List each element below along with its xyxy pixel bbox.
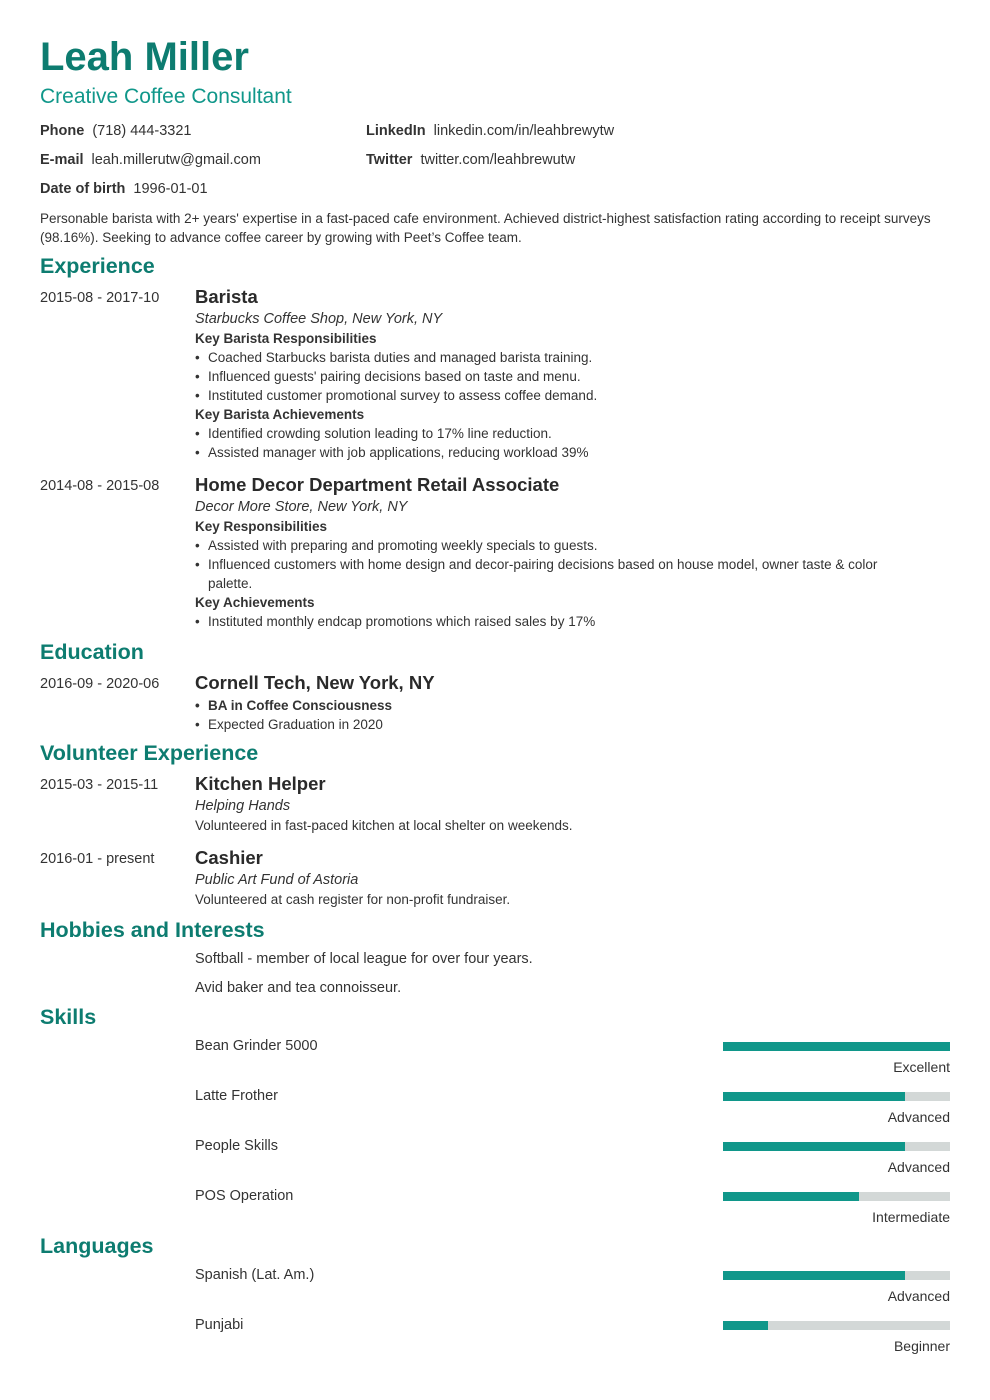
volunteer-entry-kitchen-helper — [195, 773, 915, 835]
volunteer-title: Cashier — [195, 847, 263, 868]
volunteer-dates: 2015-03 - 2015-11 — [40, 777, 159, 793]
contact-email — [40, 151, 261, 169]
language-name: Spanish (Lat. Am.) — [195, 1267, 315, 1283]
skills-heading: Skills — [40, 1005, 97, 1029]
skill-bar — [723, 1192, 950, 1201]
list-item: • Assisted with preparing and promoting weekly specials to guests. — [195, 536, 915, 555]
job-subheading: Key Responsibilities — [195, 519, 328, 534]
job-achievements-list — [195, 612, 915, 631]
contact-phone-label: Phone — [40, 123, 85, 139]
skill-level: Excellent — [893, 1059, 950, 1075]
volunteer-org: Helping Hands — [195, 798, 291, 814]
job-responsibilities-list — [195, 348, 915, 405]
skill-name: People Skills — [195, 1138, 279, 1154]
education-details-list — [195, 696, 915, 734]
summary-paragraph: Personable barista with 2+ years' expertise in a fast-paced cafe environment. Achieved district-highest satisfaction rating according to receipt surveys (98.16%). Seeking to advance coffee career by growing with Peet’s Coffee team. — [40, 211, 931, 245]
language-bar — [723, 1271, 950, 1280]
contact-phone-value: (718) 444-3321 — [92, 123, 192, 139]
list-item: • Assisted manager with job applications, reducing workload 39% — [195, 443, 915, 462]
skill-bar — [723, 1092, 950, 1101]
hobby-item: Softball - member of local league for over four years. — [195, 951, 533, 967]
job-entry-retail-associate — [195, 474, 915, 631]
job-employer: Starbucks Coffee Shop, New York, NY — [195, 311, 443, 327]
candidate-title: Creative Coffee Consultant — [40, 85, 292, 108]
volunteer-description: Volunteered at cash register for non-profit fundraiser. — [195, 892, 511, 907]
education-dates: 2016-09 - 2020-06 — [40, 676, 160, 692]
volunteer-heading: Volunteer Experience — [40, 741, 259, 765]
contact-dob-value: 1996-01-01 — [133, 181, 208, 197]
list-item: • Instituted customer promotional survey to assess coffee demand. — [195, 386, 915, 405]
skill-bar — [723, 1142, 950, 1151]
language-name: Punjabi — [195, 1317, 244, 1333]
skill-bar-fill — [723, 1092, 905, 1101]
contact-email-label: E-mail — [40, 152, 84, 168]
contact-linkedin — [366, 122, 614, 140]
list-item: • Expected Graduation in 2020 — [195, 715, 915, 734]
contact-dob-label: Date of birth — [40, 181, 126, 197]
skill-name: POS Operation — [195, 1188, 294, 1204]
language-bar-fill — [723, 1321, 768, 1330]
contact-email-value[interactable]: leah.millerutw@gmail.com — [91, 152, 261, 168]
candidate-name: Leah Miller — [40, 35, 249, 79]
skill-bar-fill — [723, 1142, 905, 1151]
contact-twitter-value[interactable]: twitter.com/leahbrewutw — [420, 152, 576, 168]
volunteer-entry-cashier — [195, 847, 915, 909]
skill-level: Advanced — [887, 1159, 950, 1175]
job-title: Home Decor Department Retail Associate — [195, 474, 560, 495]
volunteer-description: Volunteered in fast-paced kitchen at local shelter on weekends. — [195, 818, 573, 833]
experience-heading: Experience — [40, 254, 155, 278]
job-achievements-list — [195, 424, 915, 462]
job-dates: 2015-08 - 2017-10 — [40, 290, 160, 306]
skill-name: Bean Grinder 5000 — [195, 1038, 318, 1054]
contact-twitter — [366, 151, 575, 169]
school-name: Cornell Tech, New York, NY — [195, 672, 435, 693]
languages-heading: Languages — [40, 1234, 154, 1258]
list-item: • Instituted monthly endcap promotions which raised sales by 17% — [195, 612, 915, 631]
job-dates: 2014-08 - 2015-08 — [40, 478, 160, 494]
job-title: Barista — [195, 286, 258, 307]
volunteer-title: Kitchen Helper — [195, 773, 326, 794]
contact-twitter-label: Twitter — [366, 152, 413, 168]
job-responsibilities-list — [195, 536, 915, 593]
contact-linkedin-label: LinkedIn — [366, 123, 426, 139]
skill-level: Intermediate — [872, 1209, 950, 1225]
skill-level: Advanced — [887, 1109, 950, 1125]
degree: • BA in Coffee Consciousness — [195, 696, 915, 715]
education-heading: Education — [40, 640, 144, 664]
contact-dob — [40, 180, 208, 198]
skill-name: Latte Frother — [195, 1088, 279, 1104]
skill-bar-fill — [723, 1192, 859, 1201]
language-level: Beginner — [893, 1338, 950, 1354]
list-item: • Coached Starbucks barista duties and managed barista training. — [195, 348, 915, 367]
skill-bar — [723, 1042, 950, 1051]
volunteer-dates: 2016-01 - present — [40, 851, 155, 867]
list-item: • Identified crowding solution leading to 17% line reduction. — [195, 424, 915, 443]
job-subheading: Key Barista Responsibilities — [195, 331, 377, 346]
contact-phone — [40, 122, 191, 140]
contact-linkedin-value[interactable]: linkedin.com/in/leahbrewytw — [433, 123, 615, 139]
job-entry-barista — [195, 286, 915, 462]
language-bar — [723, 1321, 950, 1330]
list-item: • Influenced guests' pairing decisions based on taste and menu. — [195, 367, 915, 386]
hobby-item: Avid baker and tea connoisseur. — [195, 980, 402, 996]
job-employer: Decor More Store, New York, NY — [195, 499, 408, 515]
job-subheading: Key Barista Achievements — [195, 407, 365, 422]
education-entry — [195, 672, 915, 734]
skill-bar-fill — [723, 1042, 950, 1051]
hobbies-heading: Hobbies and Interests — [40, 918, 265, 942]
language-level: Advanced — [887, 1288, 950, 1304]
job-subheading: Key Achievements — [195, 595, 315, 610]
language-bar-fill — [723, 1271, 905, 1280]
volunteer-org: Public Art Fund of Astoria — [195, 872, 359, 888]
list-item: • Influenced customers with home design and decor-pairing decisions based on house model, owner taste & color palette. — [195, 555, 915, 593]
